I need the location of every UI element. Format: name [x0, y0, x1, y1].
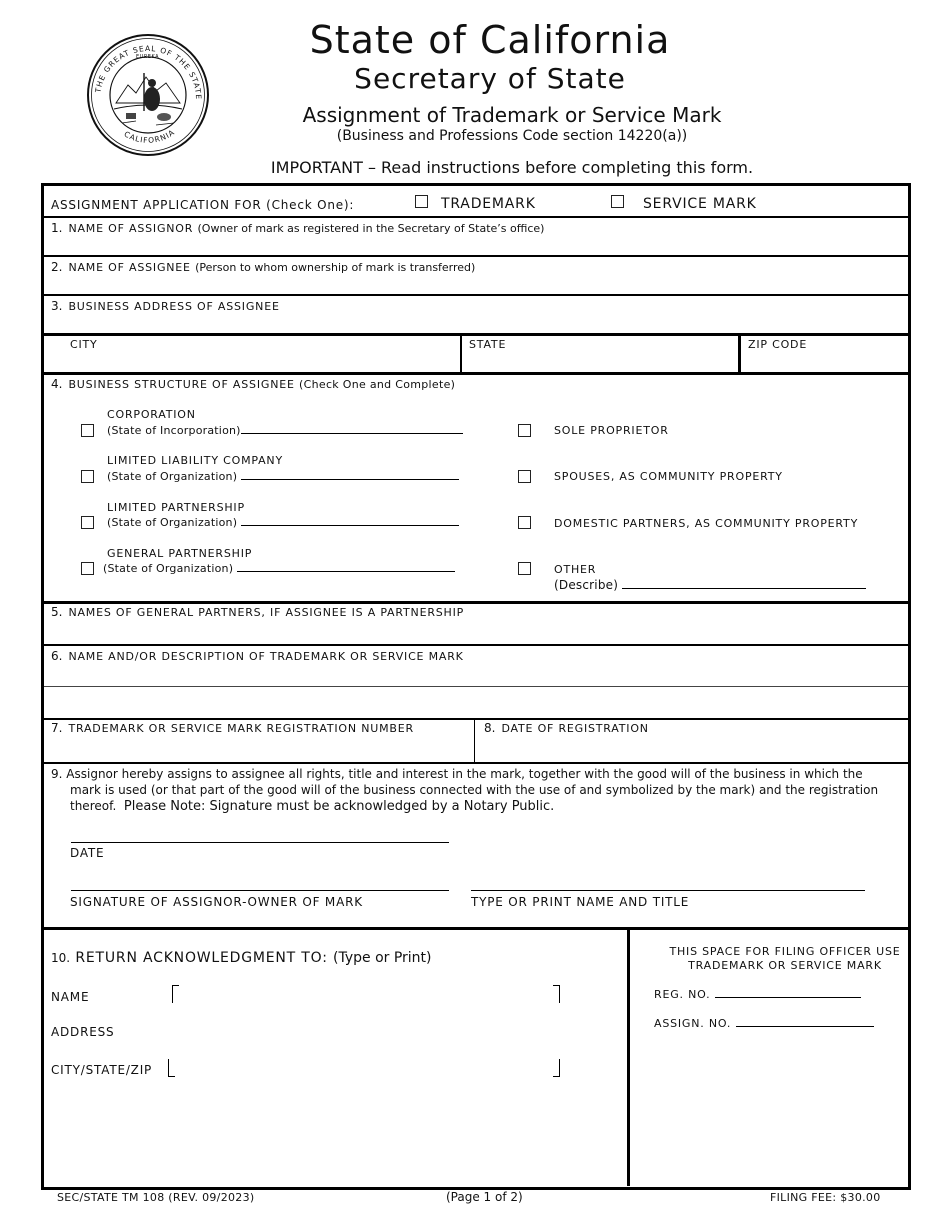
date-line[interactable]: [71, 842, 449, 843]
gp-state-field[interactable]: (State of Organization): [103, 562, 455, 575]
page-indicator: (Page 1 of 2): [446, 1190, 523, 1204]
corporation-state-field[interactable]: (State of Incorporation): [107, 424, 463, 437]
llc-label: LIMITED LIABILITY COMPANY: [107, 454, 283, 467]
lp-state-field[interactable]: (State of Organization): [107, 516, 459, 529]
trademark-checkbox[interactable]: [415, 195, 428, 208]
sole-proprietor-checkbox[interactable]: [518, 424, 531, 437]
other-describe-field[interactable]: (Describe): [554, 578, 866, 592]
svg-text:CALIFORNIA: CALIFORNIA: [122, 127, 177, 145]
registration-date-field[interactable]: 8. DATE OF REGISTRATION: [484, 721, 649, 735]
lp-checkbox[interactable]: [81, 516, 94, 529]
print-name-label: TYPE OR PRINT NAME AND TITLE: [471, 895, 690, 909]
assign-no-field[interactable]: ASSIGN. NO.: [654, 1017, 874, 1030]
spouses-checkbox[interactable]: [518, 470, 531, 483]
print-name-line[interactable]: [471, 890, 865, 891]
other-checkbox[interactable]: [518, 562, 531, 575]
assignor-name-field[interactable]: 1. NAME OF ASSIGNOR (Owner of mark as registered in the Secretary of State’s office): [51, 221, 545, 235]
zip-code-field[interactable]: ZIP CODE: [748, 338, 808, 351]
corporation-checkbox[interactable]: [81, 424, 94, 437]
seal-motto: EUREKA: [136, 54, 160, 60]
service-mark-option-label: SERVICE MARK: [643, 196, 757, 212]
general-partners-field[interactable]: 5. NAMES OF GENERAL PARTNERS, IF ASSIGNEE IS A PARTNERSHIP: [51, 605, 465, 619]
domestic-partners-label: DOMESTIC PARTNERS, AS COMMUNITY PROPERTY: [554, 517, 859, 530]
corporation-label: CORPORATION: [107, 408, 196, 421]
office-title: Secretary of State: [354, 62, 626, 95]
form-identifier: SEC/STATE TM 108 (REV. 09/2023): [57, 1191, 255, 1204]
assignment-statement: 9. Assignor hereby assigns to assignee all rights, title and interest in the mark, together with the good will of the business in which the mark is used (or that part of the good will of the business connected with the use of and symbolized by the mark) and the registration thereof. Please Note: Signature must be acknowledged by a Notary Public.: [51, 767, 879, 814]
reg-no-field[interactable]: REG. NO.: [654, 988, 861, 1001]
gp-checkbox[interactable]: [81, 562, 94, 575]
mark-description-field[interactable]: 6. NAME AND/OR DESCRIPTION OF TRADEMARK OR SERVICE MARK: [51, 649, 464, 663]
business-structure-heading: 4. BUSINESS STRUCTURE OF ASSIGNEE (Check One and Complete): [51, 377, 456, 391]
state-field[interactable]: STATE: [469, 338, 507, 351]
signature-line[interactable]: [71, 890, 449, 891]
state-title: State of California: [309, 18, 671, 62]
return-city-state-zip-label: CITY/STATE/ZIP: [51, 1063, 153, 1077]
form-title: Assignment of Trademark or Service Mark: [302, 103, 722, 127]
return-address-box[interactable]: [170, 985, 562, 1077]
spouses-label: SPOUSES, AS COMMUNITY PROPERTY: [554, 470, 783, 483]
assignment-for-label: ASSIGNMENT APPLICATION FOR (Check One):: [51, 198, 355, 212]
assignee-address-field[interactable]: 3. BUSINESS ADDRESS OF ASSIGNEE: [51, 299, 280, 313]
trademark-option-label: TRADEMARK: [441, 196, 536, 212]
lp-label: LIMITED PARTNERSHIP: [107, 501, 245, 514]
officer-use-heading: THIS SPACE FOR FILING OFFICER USE: [669, 945, 901, 958]
svg-text:THE GREAT SEAL OF THE STATE OF: THE GREAT SEAL OF THE STATE: [93, 43, 204, 101]
officer-use-subheading: TRADEMARK OR SERVICE MARK: [688, 959, 882, 972]
gp-label: GENERAL PARTNERSHIP: [107, 547, 253, 560]
assignee-name-field[interactable]: 2. NAME OF ASSIGNEE (Person to whom ownership of mark is transferred): [51, 260, 476, 274]
llc-state-field[interactable]: (State of Organization): [107, 470, 459, 483]
return-name-label: NAME: [51, 990, 90, 1004]
signature-label: SIGNATURE OF ASSIGNOR-OWNER OF MARK: [70, 895, 363, 909]
llc-checkbox[interactable]: [81, 470, 94, 483]
service-mark-checkbox[interactable]: [611, 195, 624, 208]
domestic-partners-checkbox[interactable]: [518, 516, 531, 529]
return-acknowledgment-heading: 10. RETURN ACKNOWLEDGMENT TO: (Type or Print): [51, 950, 432, 966]
city-field[interactable]: CITY: [70, 338, 98, 351]
filing-fee: FILING FEE: $30.00: [770, 1191, 881, 1204]
code-reference: (Business and Professions Code section 14220(a)): [336, 128, 688, 144]
other-label: OTHER: [554, 563, 597, 576]
return-address-label: ADDRESS: [51, 1025, 115, 1039]
important-note: IMPORTANT – Read instructions before completing this form.: [270, 158, 754, 177]
sole-proprietor-label: SOLE PROPRIETOR: [554, 424, 669, 437]
registration-number-field[interactable]: 7. TRADEMARK OR SERVICE MARK REGISTRATION NUMBER: [51, 721, 414, 735]
date-label: DATE: [70, 846, 105, 860]
